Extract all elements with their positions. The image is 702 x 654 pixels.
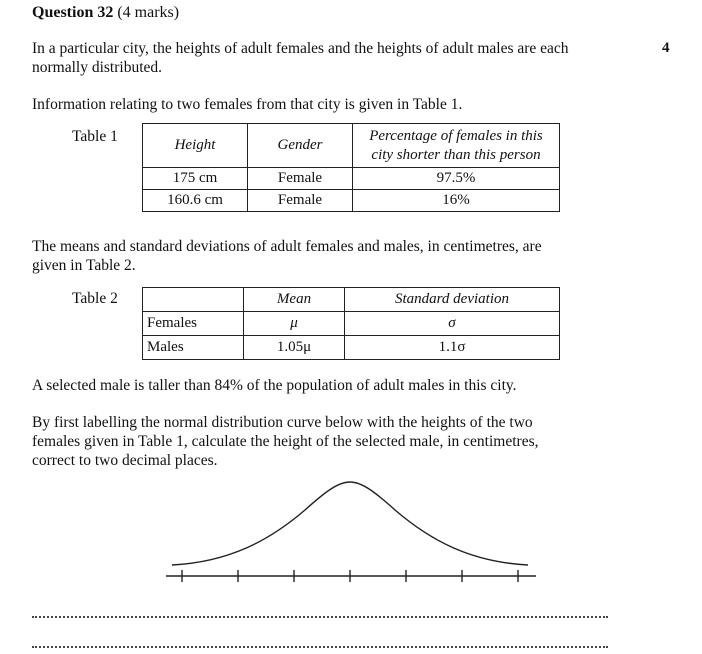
table1-label: Table 1	[72, 128, 118, 145]
task-line-4: correct to two decimal places.	[32, 452, 218, 469]
table2-cell-mean: μ	[244, 312, 345, 336]
table-row	[143, 190, 560, 212]
intro-line-1: In a particular city, the heights of adult females and the heights of adult males are each	[32, 40, 569, 57]
table2-label: Table 2	[72, 290, 118, 307]
question-number: Question 32	[32, 4, 114, 21]
table1-cell-height: 160.6 cm	[143, 190, 248, 212]
table2-cell-mean: 1.05μ	[244, 336, 345, 360]
intro-info: Information relating to two females from that city is given in Table 1.	[32, 96, 463, 113]
margin-marks: 4	[662, 40, 670, 56]
table-row	[143, 336, 560, 360]
table2-cell-sd: σ	[345, 312, 560, 336]
answer-line[interactable]	[32, 646, 608, 648]
table1	[142, 123, 560, 212]
table2-header-empty	[143, 288, 244, 312]
question-marks: (4 marks)	[117, 4, 180, 21]
task-line-2: By first labelling the normal distribution curve below with the heights of the two	[32, 414, 533, 431]
table-row	[143, 312, 560, 336]
table2-header-sd: Standard deviation	[345, 288, 560, 312]
mid-line-2: given in Table 2.	[32, 257, 136, 274]
mid-line-1: The means and standard deviations of adult females and males, in centimetres, are	[32, 238, 542, 255]
intro-line-2: normally distributed.	[32, 59, 163, 76]
table1-cell-percentage: 97.5%	[353, 168, 560, 190]
task-line-1: A selected male is taller than 84% of the population of adult males in this city.	[32, 377, 517, 394]
table2	[142, 287, 560, 360]
table2-cell-group: Males	[143, 336, 244, 360]
table1-header-gender: Gender	[248, 124, 353, 168]
table1-cell-percentage: 16%	[353, 190, 560, 212]
table1-cell-height: 175 cm	[143, 168, 248, 190]
table1-header-percentage	[353, 124, 560, 168]
normal-distribution-curve	[172, 482, 528, 565]
table1-header-height: Height	[143, 124, 248, 168]
question-title	[32, 4, 179, 22]
table2-header-mean: Mean	[244, 288, 345, 312]
table1-header-percentage-line1: Percentage of females in this	[369, 127, 543, 144]
table2-cell-group: Females	[143, 312, 244, 336]
table1-cell-gender: Female	[248, 190, 353, 212]
table2-cell-sd: 1.1σ	[345, 336, 560, 360]
answer-line[interactable]	[32, 616, 608, 618]
table1-header-percentage-line2: city shorter than this person	[371, 146, 541, 163]
table1-header-row	[143, 124, 560, 168]
table2-header-row	[143, 288, 560, 312]
table-row	[143, 168, 560, 190]
normal-curve-figure	[0, 470, 702, 590]
task-line-3: females given in Table 1, calculate the height of the selected male, in centimetres,	[32, 433, 539, 450]
table1-cell-gender: Female	[248, 168, 353, 190]
